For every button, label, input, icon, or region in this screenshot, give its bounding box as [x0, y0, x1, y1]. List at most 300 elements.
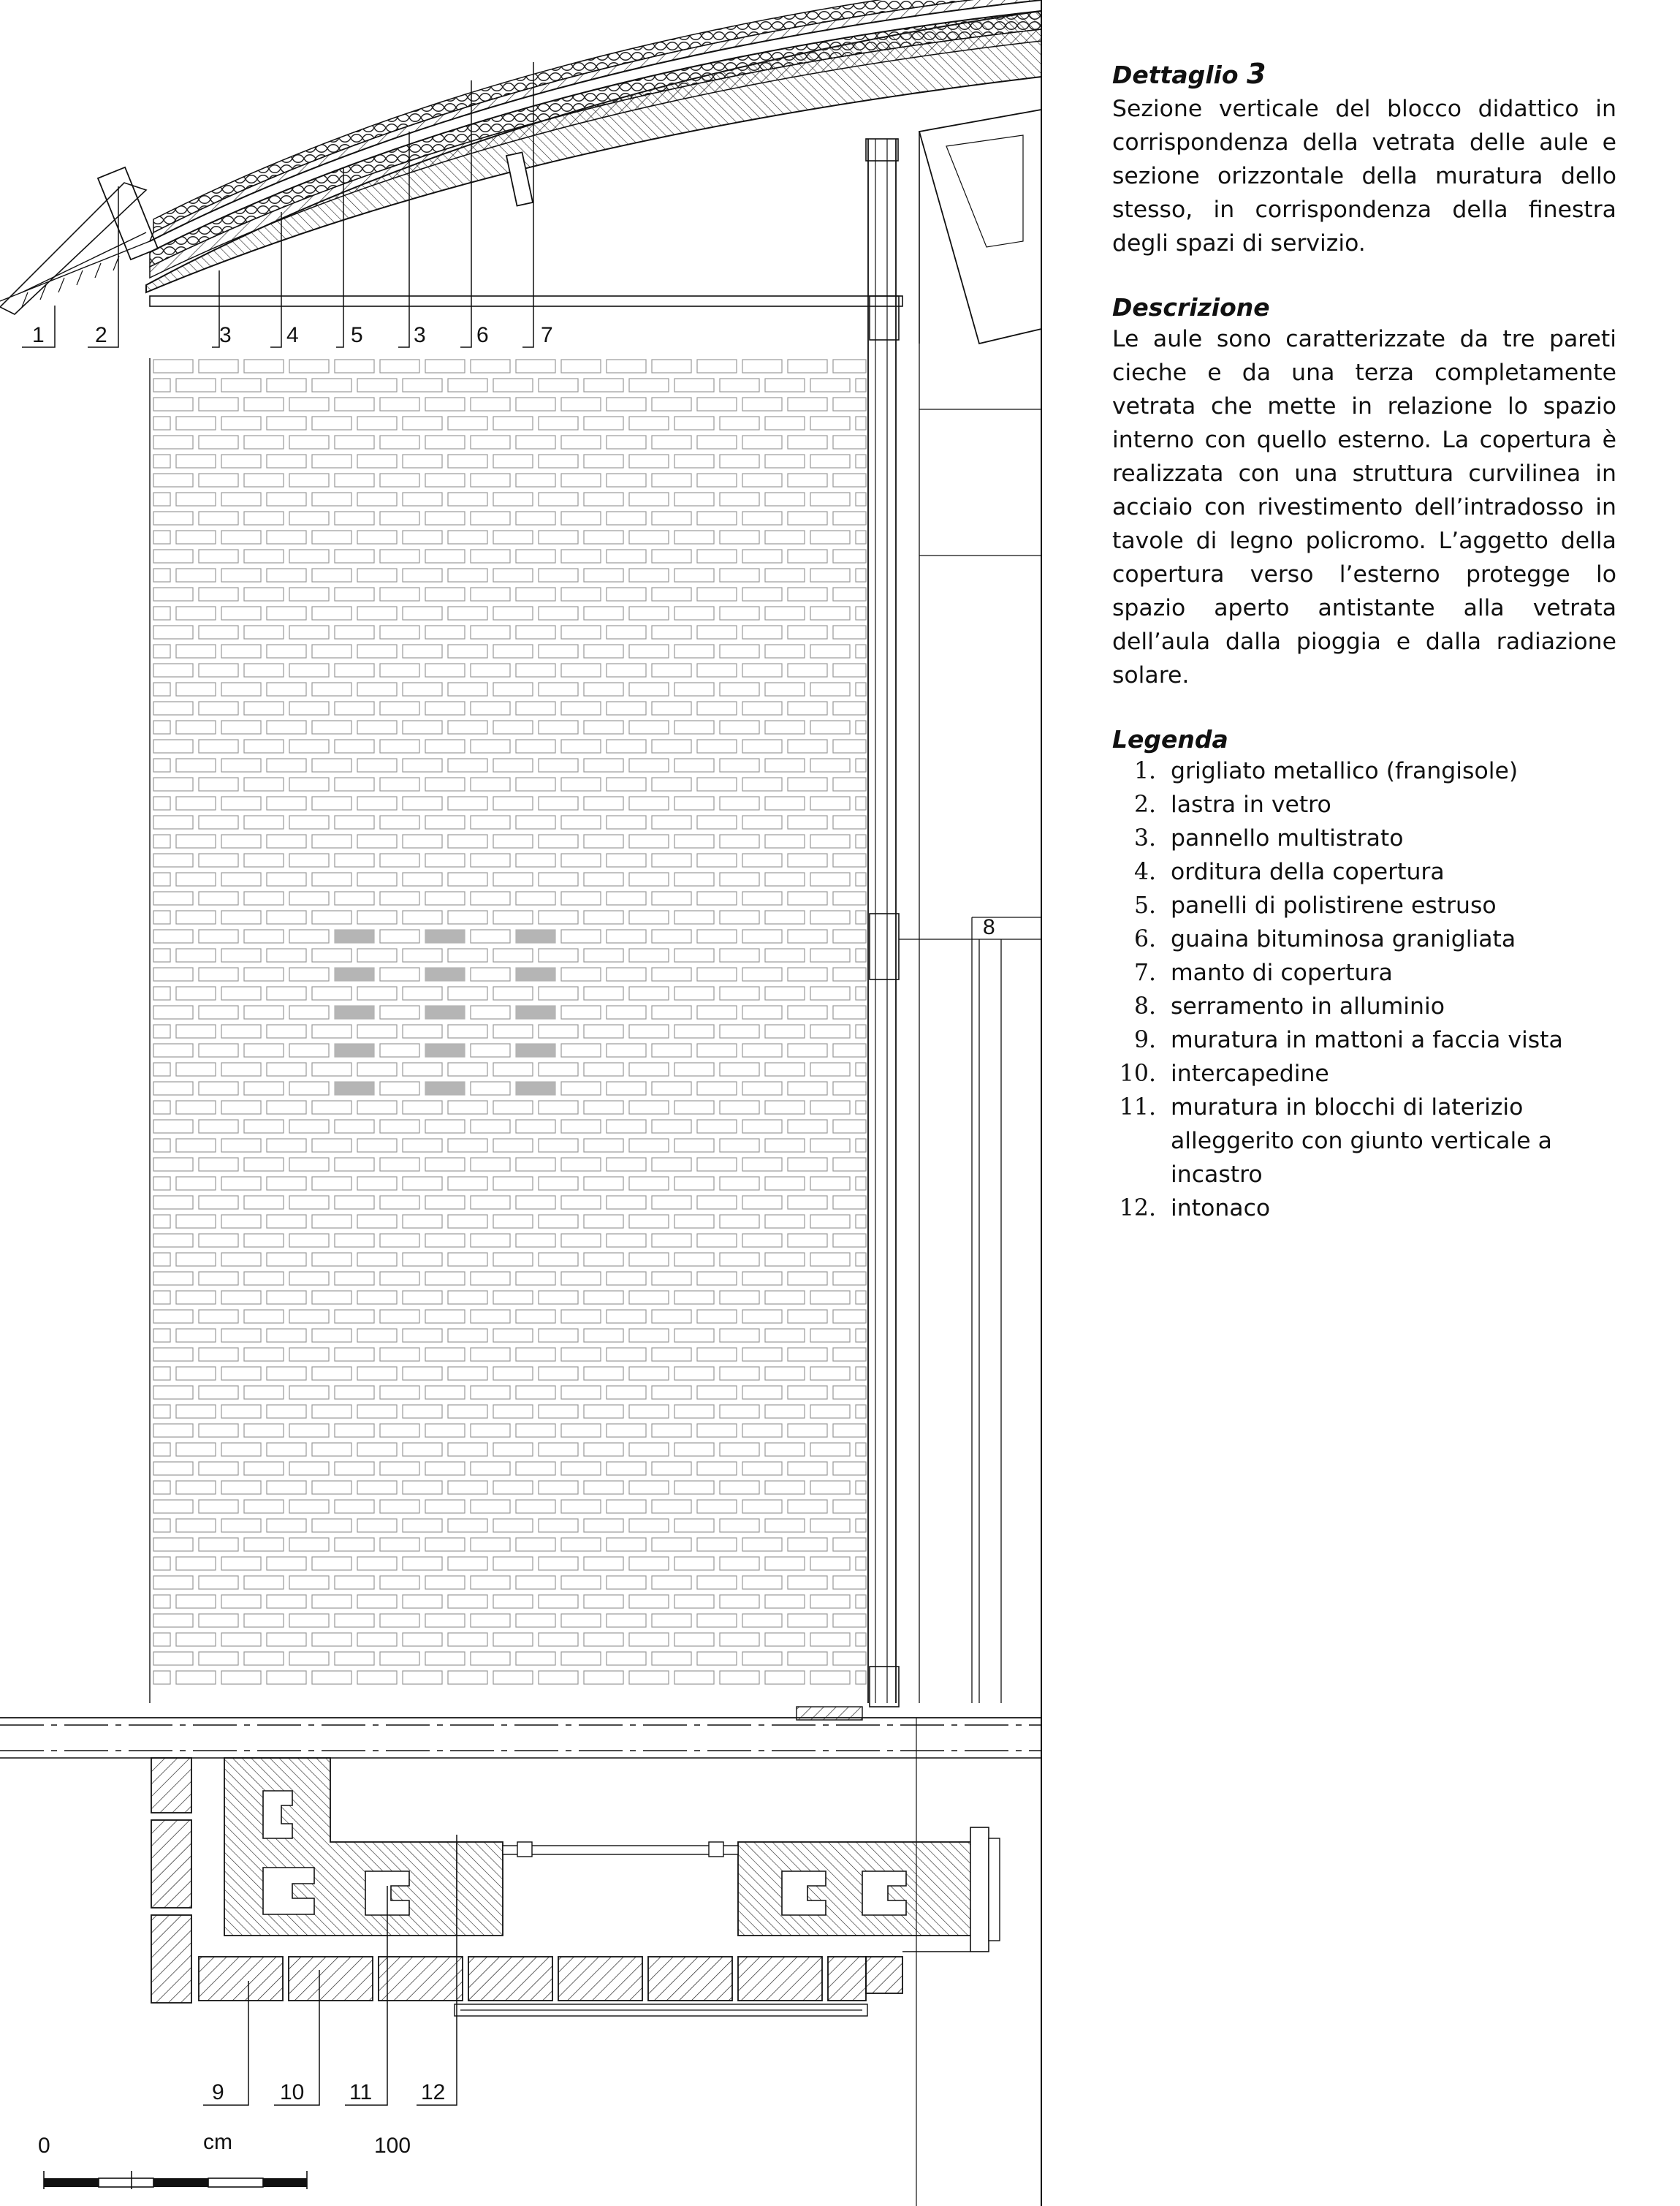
brick: [810, 987, 850, 1000]
brick: [720, 1405, 759, 1418]
brick: [199, 1462, 238, 1475]
brick: [652, 1462, 691, 1475]
brick: [380, 892, 419, 905]
brick: [425, 664, 465, 677]
brick: [607, 436, 646, 449]
brick: [312, 645, 351, 658]
brick: [244, 1576, 284, 1589]
brick: [289, 588, 329, 601]
brick: [335, 1576, 374, 1589]
brick: [153, 683, 170, 696]
brick: [607, 1614, 646, 1627]
brick: [176, 645, 216, 658]
callout-8: 8: [983, 915, 995, 939]
grey-brick: [516, 1044, 555, 1057]
brick: [335, 1310, 374, 1323]
brick: [539, 759, 578, 772]
brick: [221, 759, 261, 772]
brick: [335, 664, 374, 677]
brick: [312, 873, 351, 886]
brick: [153, 436, 193, 449]
brick: [199, 1310, 238, 1323]
brick: [221, 379, 261, 392]
brick: [357, 1025, 397, 1038]
brick: [335, 892, 374, 905]
brick: [629, 1481, 669, 1494]
brick: [357, 1139, 397, 1152]
brick: [267, 1177, 306, 1190]
brick: [425, 1272, 465, 1285]
brick: [448, 1101, 487, 1114]
brick: [335, 1120, 374, 1133]
brick: [697, 1196, 737, 1209]
brick: [380, 360, 419, 373]
brick: [788, 474, 827, 487]
brick: [244, 1120, 284, 1133]
detail-caption: Sezione verticale del blocco didattico in corrispondenza della vetrata delle aule e sezione orizzontale della muratura dello stesso, in corrispondenza della finestra degli spazi di servizio.: [1112, 95, 1616, 257]
brick: [153, 588, 193, 601]
brick: [221, 607, 261, 620]
brick: [561, 1652, 601, 1665]
brick: [629, 1291, 669, 1304]
brick: [380, 512, 419, 525]
brick: [788, 1158, 827, 1171]
brick: [448, 1063, 487, 1076]
brick: [584, 493, 623, 506]
brick: [493, 1101, 533, 1114]
brick: [742, 474, 782, 487]
brick: [289, 778, 329, 791]
brick: [810, 873, 850, 886]
brick: [244, 588, 284, 601]
brick: [425, 588, 465, 601]
brick: [607, 1272, 646, 1285]
callout-6: 6: [476, 323, 489, 347]
brick: [856, 1671, 866, 1684]
brick: [493, 1405, 533, 1418]
brick: [244, 436, 284, 449]
brick: [425, 854, 465, 867]
brick: [153, 854, 193, 867]
brick: [584, 607, 623, 620]
brick: [742, 1272, 782, 1285]
brick: [493, 531, 533, 544]
brick: [153, 1386, 193, 1399]
brick: [289, 1006, 329, 1019]
brick: [244, 816, 284, 829]
brick: [856, 569, 866, 582]
brick: [697, 1158, 737, 1171]
brick: [199, 1082, 238, 1095]
brick: [833, 892, 866, 905]
brick: [403, 1063, 442, 1076]
brick: [493, 1291, 533, 1304]
brick: [629, 1025, 669, 1038]
brick: [176, 455, 216, 468]
brick: [153, 1158, 193, 1171]
brick: [629, 1063, 669, 1076]
brick: [176, 1671, 216, 1684]
brick: [176, 1025, 216, 1038]
brick: [856, 683, 866, 696]
brick: [561, 1576, 601, 1589]
brick: [584, 1367, 623, 1380]
brick: [607, 1120, 646, 1133]
brick: [471, 588, 510, 601]
brick: [584, 1633, 623, 1646]
brick: [833, 968, 866, 981]
brick: [153, 1082, 193, 1095]
brick: [674, 911, 714, 924]
brick: [267, 987, 306, 1000]
brick: [312, 1139, 351, 1152]
brick: [856, 531, 866, 544]
brick: [561, 1424, 601, 1437]
brick: [199, 1424, 238, 1437]
brick: [267, 911, 306, 924]
brick: [153, 398, 193, 411]
brick: [788, 740, 827, 753]
brick: [697, 1500, 737, 1513]
brick: [788, 1310, 827, 1323]
brick: [153, 1424, 193, 1437]
brick: [403, 531, 442, 544]
brick: [244, 778, 284, 791]
brick: [312, 759, 351, 772]
brick: [221, 1481, 261, 1494]
brick: [516, 436, 555, 449]
brick: [199, 892, 238, 905]
brick: [448, 1025, 487, 1038]
brick: [471, 1576, 510, 1589]
brick: [153, 1044, 193, 1057]
brick: [584, 1595, 623, 1608]
brick: [561, 1310, 601, 1323]
brick: [471, 1158, 510, 1171]
brick: [584, 1519, 623, 1532]
brick: [697, 702, 737, 715]
brick: [788, 968, 827, 981]
brick: [267, 797, 306, 810]
brick: [244, 1386, 284, 1399]
brick: [403, 1025, 442, 1038]
brick: [403, 1519, 442, 1532]
brick: [856, 1025, 866, 1038]
brick: [153, 493, 170, 506]
brick: [380, 968, 419, 981]
brick: [652, 1614, 691, 1627]
brick: [720, 835, 759, 848]
brick: [380, 1044, 419, 1057]
brick: [425, 474, 465, 487]
brick: [584, 1291, 623, 1304]
brick: [471, 1348, 510, 1361]
brick: [720, 1291, 759, 1304]
brick: [380, 550, 419, 563]
brick: [357, 455, 397, 468]
brick: [380, 626, 419, 639]
brick: [720, 569, 759, 582]
brick: [607, 968, 646, 981]
brick: [697, 1234, 737, 1247]
brick: [765, 1519, 805, 1532]
brick: [425, 1462, 465, 1475]
brick: [810, 1329, 850, 1342]
brick: [810, 645, 850, 658]
brick: [856, 721, 866, 734]
brick: [312, 1063, 351, 1076]
brick: [652, 1196, 691, 1209]
brick: [425, 1120, 465, 1133]
brick: [742, 626, 782, 639]
brick: [765, 683, 805, 696]
brick: [153, 968, 193, 981]
brick: [810, 607, 850, 620]
brick: [289, 1234, 329, 1247]
brick: [312, 1633, 351, 1646]
callout-1: 1: [32, 323, 45, 347]
brick: [742, 740, 782, 753]
brick: [584, 379, 623, 392]
brick: [697, 1082, 737, 1095]
brick: [267, 949, 306, 962]
brick: [448, 1443, 487, 1456]
brick: [244, 892, 284, 905]
brick: [380, 702, 419, 715]
brick: [561, 968, 601, 981]
brick: [720, 455, 759, 468]
brick: [153, 873, 170, 886]
brick: [629, 645, 669, 658]
brick: [153, 911, 170, 924]
brick: [539, 911, 578, 924]
brick: [425, 512, 465, 525]
brick: [335, 1462, 374, 1475]
callout-11: 11: [349, 2080, 373, 2104]
brick: [267, 873, 306, 886]
brick: [856, 417, 866, 430]
brick: [153, 607, 170, 620]
brick: [788, 1424, 827, 1437]
brick: [448, 531, 487, 544]
brick: [833, 664, 866, 677]
brick: [153, 1177, 170, 1190]
brick: [199, 930, 238, 943]
brick: [833, 1120, 866, 1133]
brick: [833, 1158, 866, 1171]
brick: [810, 455, 850, 468]
brick: [471, 626, 510, 639]
brick: [153, 1120, 193, 1133]
brick: [516, 740, 555, 753]
brick: [335, 512, 374, 525]
brick: [697, 360, 737, 373]
brick: [267, 835, 306, 848]
brick: [153, 455, 170, 468]
brick: [471, 1462, 510, 1475]
brick: [833, 778, 866, 791]
brick: [403, 1481, 442, 1494]
brick: [539, 1063, 578, 1076]
brick: [765, 569, 805, 582]
brick: [856, 949, 866, 962]
brick: [674, 645, 714, 658]
brick: [289, 892, 329, 905]
brick: [856, 1595, 866, 1608]
brick: [629, 759, 669, 772]
brick: [742, 1006, 782, 1019]
brick: [357, 1443, 397, 1456]
brick: [471, 854, 510, 867]
brick: [244, 1044, 284, 1057]
brick: [652, 778, 691, 791]
brick: [539, 1481, 578, 1494]
brick: [448, 645, 487, 658]
brick: [516, 702, 555, 715]
brick: [335, 1196, 374, 1209]
brick: [856, 1367, 866, 1380]
brick: [629, 569, 669, 582]
brick: [153, 645, 170, 658]
brick: [357, 949, 397, 962]
brick: [629, 1101, 669, 1114]
brick: [289, 360, 329, 373]
brick: [448, 1139, 487, 1152]
brick: [516, 1234, 555, 1247]
brick: [607, 664, 646, 677]
brick: [674, 1481, 714, 1494]
brick: [176, 911, 216, 924]
brick: [380, 854, 419, 867]
brick: [856, 379, 866, 392]
brick: [267, 569, 306, 582]
brick: [720, 797, 759, 810]
brick: [674, 721, 714, 734]
brick: [810, 531, 850, 544]
brick: [199, 474, 238, 487]
brick: [176, 873, 216, 886]
brick: [221, 1633, 261, 1646]
brick: [425, 1500, 465, 1513]
brick: [765, 1253, 805, 1266]
brick: [199, 1158, 238, 1171]
brick: [357, 1557, 397, 1570]
brick: [697, 1462, 737, 1475]
brick: [856, 1481, 866, 1494]
brick: [244, 1538, 284, 1551]
brick: [493, 607, 533, 620]
brick: [244, 474, 284, 487]
brick: [516, 626, 555, 639]
brick: [833, 1196, 866, 1209]
brick: [267, 607, 306, 620]
brick: [289, 854, 329, 867]
brick: [720, 1215, 759, 1228]
brick: [833, 360, 866, 373]
brick: [153, 702, 193, 715]
brick: [244, 1348, 284, 1361]
brick: [312, 1025, 351, 1038]
brick: [584, 1671, 623, 1684]
brick: [561, 854, 601, 867]
brick: [425, 1424, 465, 1437]
brick: [153, 1348, 193, 1361]
brick: [584, 1405, 623, 1418]
description-text: Le aule sono caratterizzate da tre pareti cieche e da una terza completamente vetrata che mette in relazione lo spazio interno con quello esterno. La copertura è realizzata con una struttura curvilinea in acciaio con rivestimento dell’intradosso in tavole di legno policromo. L’aggetto della copertura verso l’esterno protegge lo spazio aperto antistante alla vetrata dell’aula dalla pioggia e dalla radiazione solare.: [1112, 325, 1616, 689]
brick: [516, 1576, 555, 1589]
brick: [561, 1044, 601, 1057]
brick: [244, 1652, 284, 1665]
brick: [267, 1291, 306, 1304]
brick: [176, 1063, 216, 1076]
brick: [833, 1006, 866, 1019]
brick: [221, 645, 261, 658]
brick: [810, 1215, 850, 1228]
brick: [312, 949, 351, 962]
brick: [221, 455, 261, 468]
grey-brick: [425, 1006, 465, 1019]
brick: [312, 721, 351, 734]
brick: [539, 683, 578, 696]
brick: [289, 702, 329, 715]
brick: [267, 759, 306, 772]
brick: [539, 1025, 578, 1038]
brick: [539, 1367, 578, 1380]
brick: [810, 1443, 850, 1456]
brick: [199, 398, 238, 411]
brick: [153, 987, 170, 1000]
brick: [539, 1405, 578, 1418]
brick: [312, 797, 351, 810]
brick: [380, 1348, 419, 1361]
brick: [584, 911, 623, 924]
brick: [153, 360, 193, 373]
brick: [833, 1082, 866, 1095]
brick: [199, 1576, 238, 1589]
brick: [674, 455, 714, 468]
brick: [403, 417, 442, 430]
brick: [357, 1253, 397, 1266]
brick: [448, 987, 487, 1000]
callout-12: 12: [421, 2080, 446, 2104]
brick: [493, 1443, 533, 1456]
brick: [176, 1557, 216, 1570]
legend-item: 8. serramento in alluminio: [1133, 993, 1445, 1020]
brick: [629, 1633, 669, 1646]
brick: [425, 1196, 465, 1209]
brick: [335, 1424, 374, 1437]
brick: [674, 531, 714, 544]
brick: [674, 493, 714, 506]
brick: [199, 1652, 238, 1665]
brick: [607, 1234, 646, 1247]
brick: [742, 702, 782, 715]
brick: [674, 1329, 714, 1342]
brick: [607, 588, 646, 601]
brick: [539, 1101, 578, 1114]
brick: [561, 740, 601, 753]
brick: [221, 1367, 261, 1380]
brick: [153, 512, 193, 525]
brick: [493, 987, 533, 1000]
brick: [720, 759, 759, 772]
brick: [584, 721, 623, 734]
brick: [335, 474, 374, 487]
brick: [153, 531, 170, 544]
brick: [448, 1177, 487, 1190]
brick: [765, 987, 805, 1000]
brick: [221, 1671, 261, 1684]
